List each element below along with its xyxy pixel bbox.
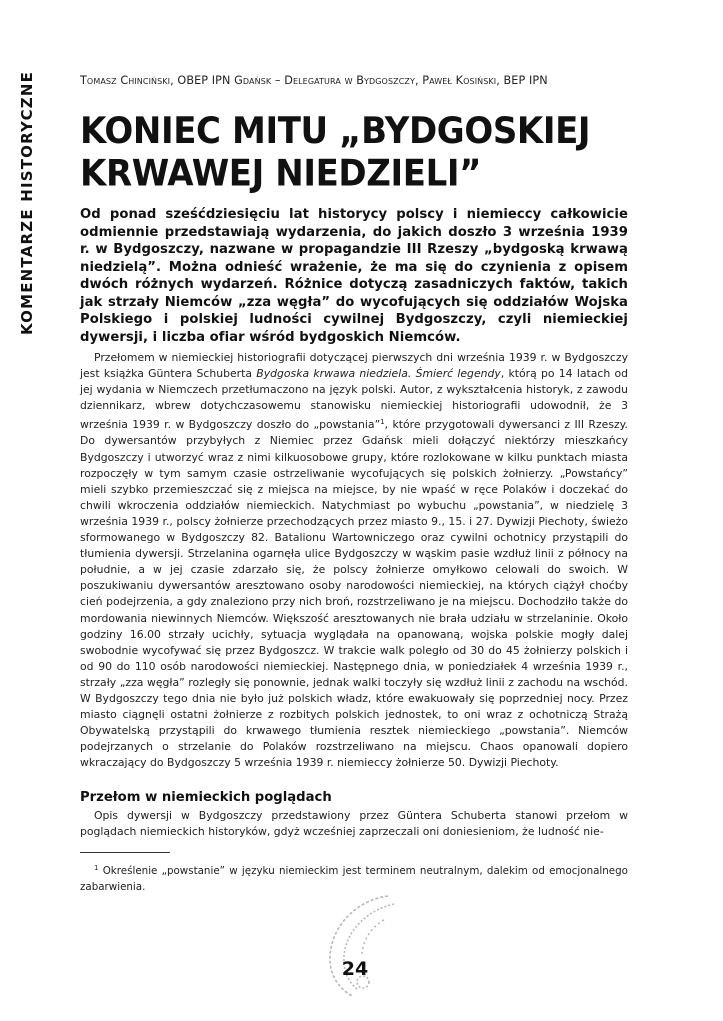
section-heading: Przełom w niemieckich poglądach: [80, 790, 332, 805]
article-title: KONIEC MITU „BYDGOSKIEJ KRWAWEJ NIEDZIELI”: [80, 110, 591, 195]
body-paragraph-1: [80, 350, 628, 771]
body-text-segment: , które przygotowali dywersanci z III Rzeszy. Do dywersantów przybyłych z Niemiec przez Gdańsk mieli dołączyć niektórzy mieszkańcy Bydgoszczy i utworzyć wraz z nimi kilkuosobowe grupy, które rozlokowane w kilku punktach miasta rozpoczęły w tym samym czasie ostrzeliwanie wycofujących się polskich żołnierzy. „Powstańcy” mieli szybko przemieszczać się z miejsca na miejsce, by nie wpaść w ręce Polaków i doczekać do chwili wkroczenia oddziałów niemieckich. Natychmiast po wybuchu „powstania”, w niedzielę 3 września 1939 r., polscy żołnierze przechodzących przez miasto 9., 15. i 27. Dywizji Piechoty, świeżo sformowanego w Bydgoszczy 82. Batalionu Wartowniczego oraz cywilni ochotnicy przystąpili do tłumienia dywersji. Strzelanina ogarnęła ulice Bydgoszczy w wąskim pasie wzdłuż linii z północy na południe, a w jej czasie zdarzało się, że polscy żołnierze omyłkowo celowali do swoich. W poszukiwaniu dywersantów aresztowano osoby narodowości niemieckiej, na których ciążył choćby cień podejrzenia, a gdy znaleziono przy nich broń, rozstrzeliwano je na miejscu. Dochodziło także do mordowania niewinnych Niemców. Większość aresztowanych nie brała udziału w strzelaninie. Około godziny 16.00 strzały ucichły, sytuacja wyglądała na opanowaną, wojska polskie mogły dalej swobodnie wycofywać się przez Bydgoszcz. W trakcie walk poległo od 30 do 45 żołnierzy polskich i od 90 do 110 osób narodowości niemieckiej. Następnego dnia, w poniedziałek 4 września 1939 r., strzały „zza węgła” rozległy się ponownie, jednak walki toczyły się wzdłuż linii z zachodu na wschód. W Bydgoszczy tego dnia nie było już polskich władz, które ewakuowały się poprzedniej nocy. Przez miasto ciągnęli ostatni żołnierze z rozbitych polskich jednostek, to oni wraz z ochotniczą Strażą Obywatelską przystąpili do krwawego tłumienia resztek niemieckiego „powstania”. Niemców podejrzanych o strzelanie do Polaków rozstrzeliwano na miejscu. Chaos opanowali dopiero wkraczający do Bydgoszczy 5 września 1939 r. niemieccy żołnierze 50. Dywizji Piechoty.: [80, 418, 628, 770]
author-1-name: Tomasz Chinciński: [80, 74, 171, 87]
body-paragraph-2: Opis dywersji w Bydgoszczy przedstawiony przez Güntera Schuberta stanowi przełom w poglądach niemieckich historyków, gdyż wcześniej zaprzeczali oni doniesieniom, że ludność nie-: [80, 809, 628, 839]
author-2-affiliation: , BEP IPN: [496, 74, 548, 87]
section-side-label: KOMENTARZE HISTORYCZNE: [18, 70, 36, 335]
body-text-segment: , którą po 14 latach od jej wydania w Niemczech przetłumaczono na język polski. Autor, z wykształcenia historyk, z zawodu dziennikarz, wbrew dotychczasowemu stanowisku niemieckiej historiografii udowodnił, że 3 września 1939 r. w Bydgoszczy doszło do „powstania”: [80, 367, 628, 432]
footnote-text: Określenie „powstanie” w języku niemieckim jest terminem neutralnym, dalekim od emocjonalnego zabarwienia.: [80, 865, 628, 893]
body-text-segment: Przełomem w niemieckiej historiografii dotyczącej pierwszych dni września 1939 r. w Bydgoszczy jest książka Güntera Schuberta: [80, 351, 628, 381]
footnote-divider: [80, 852, 170, 853]
book-title: Bydgoska krwawa niedziela. Śmierć legendy: [256, 367, 501, 381]
authors-line: [80, 74, 640, 87]
author-1-affiliation: , OBEP IPN: [170, 74, 235, 87]
footnote-number: 1: [94, 864, 99, 872]
page-number: 24: [341, 958, 369, 980]
article-lead: Od ponad sześćdziesięciu lat historycy polscy i niemieccy całkowicie odmiennie przedstawiają wydarzenia, do jakich doszło 3 września 1939 r. w Bydgoszczy, nazwane w propagandzie III Rzeszy „bydgoską krwawą niedzielą”. Można odnieść wrażenie, że ma się do czynienia z opisem dwóch różnych wydarzeń. Różnice dotyczą zasadniczych faktów, takich jak strzały Niemców „zza węgła” do wycofujących się oddziałów Wojska Polskiego i polskiej ludności cywilnej Bydgoszczy, czyli niemieckiej dywersji, i liczba ofiar wśród bydgoskich Niemców.: [80, 207, 628, 345]
authors-separator: ,: [414, 74, 423, 87]
seal-watermark-icon: [318, 890, 408, 1000]
author-2-name: Paweł Kosiński: [422, 74, 497, 87]
author-1-delegation: Gdańsk – Delegatura w Bydgoszczy: [234, 74, 415, 87]
footnote-reference[interactable]: 1: [380, 418, 385, 427]
